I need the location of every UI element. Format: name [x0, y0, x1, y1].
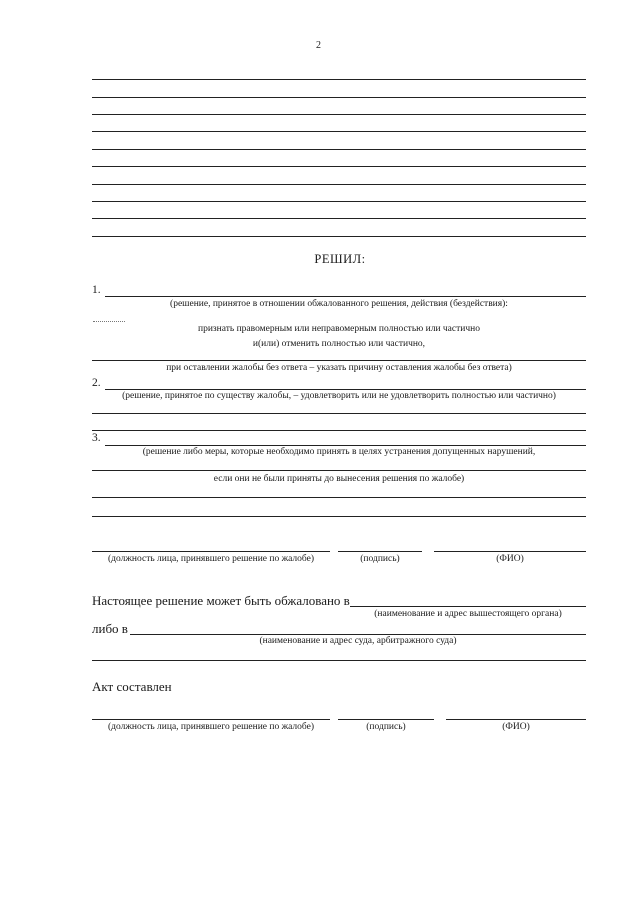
caption: (решение, принятое в отношении обжалованного решения, действия (бездействия): — [170, 299, 508, 309]
fill-line — [92, 660, 586, 661]
name-caption: (ФИО) — [496, 554, 524, 564]
caption: (решение либо меры, которые необходимо принять в целях устранения допущенных нарушений, — [142, 447, 536, 457]
page-number: 2 — [316, 40, 321, 51]
fill-line — [105, 389, 586, 390]
caption: при оставлении жалобы без ответа – указать причину оставления жалобы без ответа) — [166, 363, 512, 373]
blank-line — [92, 166, 586, 167]
fill-line — [92, 497, 586, 498]
fill-line — [105, 296, 586, 297]
court-line — [130, 634, 586, 635]
blank-line — [92, 236, 586, 237]
scan-mark — [93, 321, 125, 322]
appeal-text: Настоящее решение может быть обжаловано в — [92, 593, 350, 608]
authority-caption: (наименование и адрес вышестоящего органа) — [374, 609, 562, 619]
blank-line — [92, 201, 586, 202]
caption: и(или) отменить полностью или частично, — [252, 339, 426, 349]
name-caption: (ФИО) — [502, 722, 530, 732]
signature-caption: (подпись) — [366, 722, 406, 732]
item-number: 1. — [92, 284, 101, 296]
blank-line — [92, 149, 586, 150]
position-line — [92, 719, 330, 720]
caption: если они не были приняты до вынесения решения по жалобе) — [213, 474, 465, 484]
authority-line — [350, 606, 586, 607]
caption: признать правомерным или неправомерным полностью или частично — [198, 324, 480, 334]
fill-line — [92, 430, 586, 431]
signature-caption: (подпись) — [360, 554, 400, 564]
act-label: Акт составлен — [92, 679, 172, 694]
blank-line — [92, 114, 586, 115]
fill-line — [105, 445, 586, 446]
fill-line — [92, 516, 586, 517]
signature-line — [338, 719, 434, 720]
court-caption: (наименование и адрес суда, арбитражного суда) — [259, 636, 457, 646]
blank-line — [92, 131, 586, 132]
caption: (решение, принятое по существу жалобы, – удовлетворить или не удовлетворить полностью или частично) — [122, 391, 556, 401]
blank-line — [92, 79, 586, 80]
blank-line — [92, 97, 586, 98]
fill-line — [92, 413, 586, 414]
name-line — [434, 551, 586, 552]
signature-line — [338, 551, 422, 552]
fill-line — [92, 360, 586, 361]
position-line — [92, 551, 330, 552]
either-label: либо в — [92, 621, 128, 636]
fill-line — [92, 470, 586, 471]
blank-line — [92, 184, 586, 185]
item-number: 2. — [92, 377, 101, 389]
position-caption: (должность лица, принявшего решение по жалобе) — [107, 722, 315, 732]
position-caption: (должность лица, принявшего решение по жалобе) — [107, 554, 315, 564]
blank-line — [92, 218, 586, 219]
name-line — [446, 719, 586, 720]
heading-decided: РЕШИЛ: — [314, 252, 366, 266]
item-number: 3. — [92, 432, 101, 444]
